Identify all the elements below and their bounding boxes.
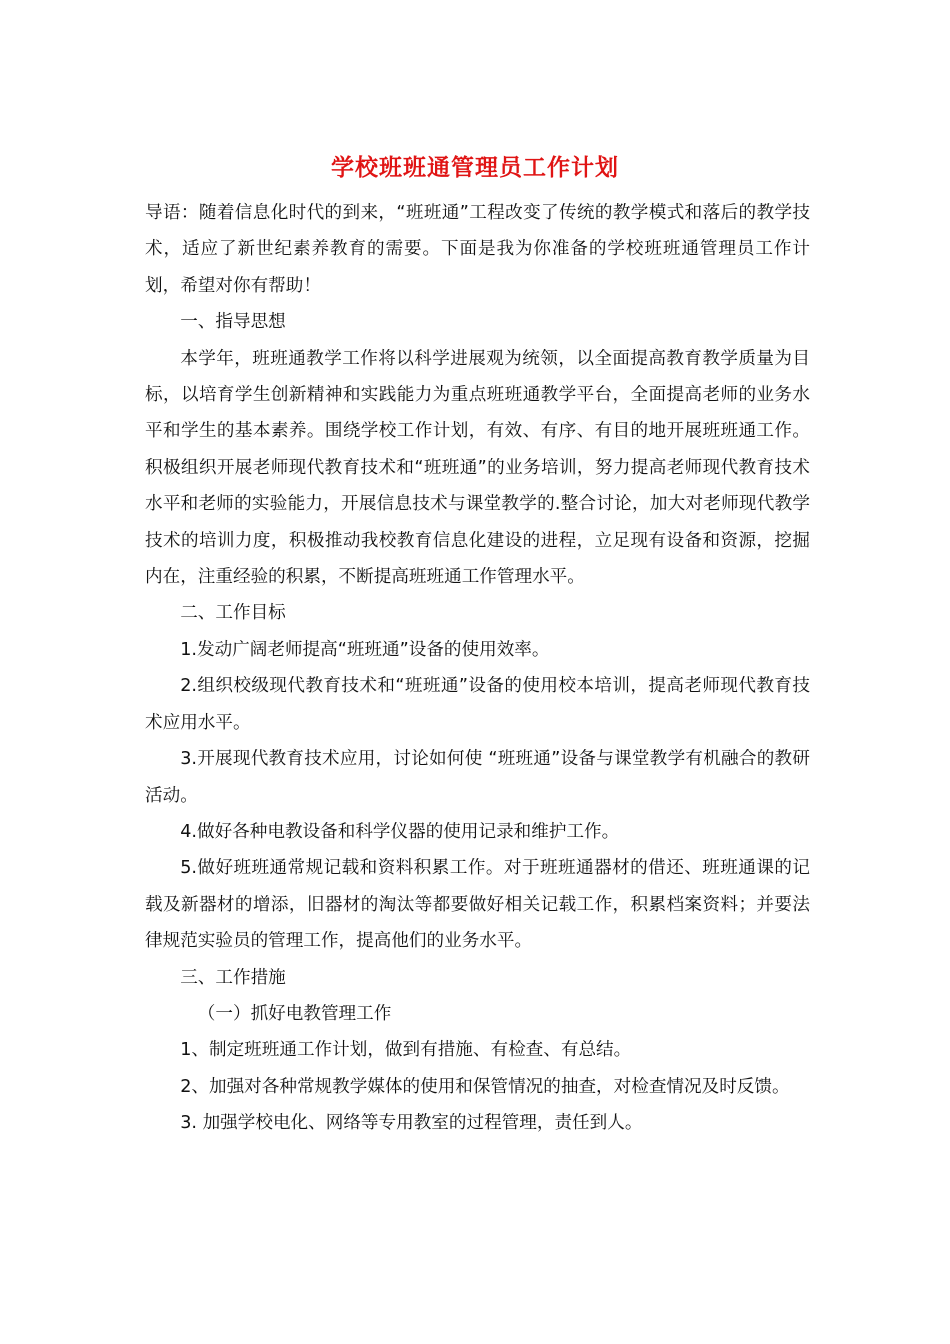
goal-item-2: 2.组织校级现代教育技术和“班班通”设备的使用校本培训，提高老师现代教育技术应用水平。 <box>145 676 810 733</box>
subsection-heading-1: （一）抓好电教管理工作 <box>197 1003 392 1024</box>
measure-item-2: 2、加强对各种常规教学媒体的使用和保管情况的抽查，对检查情况及时反馈。 <box>180 1076 790 1097</box>
goal-item-3: 3.开展现代教育技术应用，讨论如何使 “班班通”设备与课堂教学有机融合的教研活动。 <box>145 749 810 806</box>
document-body <box>145 195 810 1142</box>
goal-item-4: 4.做好各种电教设备和科学仪器的使用记录和维护工作。 <box>180 821 620 842</box>
measure-item-1: 1、制定班班通工作计划，做到有措施、有检查、有总结。 <box>180 1040 632 1061</box>
goal-item-5: 5.做好班班通常规记载和资料积累工作。对于班班通器材的借还、班班通课的记载及新器材的增添，旧器材的淘汰等都要做好相关记载工作，积累档案资料；并要法律规范实验员的管理工作，提高他们的业务水平。 <box>145 858 810 952</box>
paragraph-intro: 导语：随着信息化时代的到来，“班班通”工程改变了传统的教学模式和落后的教学技术，适应了新世纪素养教育的需要。下面是我为你准备的学校班班通管理员工作计划，希望对你有帮助！ <box>145 203 810 296</box>
measure-item-3: 3. 加强学校电化、网络等专用教室的过程管理，责任到人。 <box>180 1113 643 1134</box>
goal-item-1: 1.发动广阔老师提高“班班通”设备的使用效率。 <box>180 639 550 660</box>
section-heading-1: 一、指导思想 <box>180 312 286 333</box>
paragraph-guiding-ideas: 本学年，班班通教学工作将以科学进展观为统领，以全面提高教育教学质量为目标，以培育学生创新精神和实践能力为重点班班通教学平台，全面提高老师的业务水平和学生的基本素养。围绕学校工作计划，有效、有序、有目的地开展班班通工作。积极组织开展老师现代教育技术和“班班通”的业务培训，努力提高老师现代教育技术水平和老师的实验能力，开展信息技术与课堂教学的.整合讨论，加大对老师现代教学技术的培训力度，积极推动我校教育信息化建设的进程，立足现有设备和资源，挖掘内在，注重经验的积累，不断提高班班通工作管理水平。 <box>145 348 810 588</box>
section-heading-2: 二、工作目标 <box>180 603 286 624</box>
section-heading-3: 三、工作措施 <box>180 967 286 988</box>
document-title: 学校班班通管理员工作计划 <box>331 154 619 181</box>
